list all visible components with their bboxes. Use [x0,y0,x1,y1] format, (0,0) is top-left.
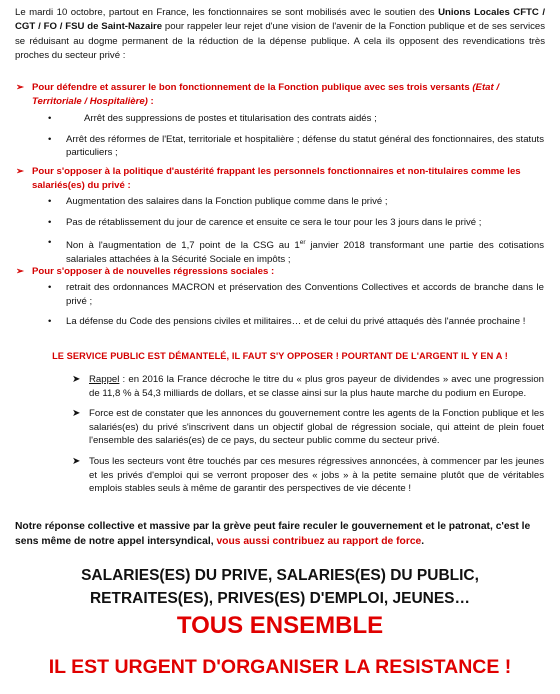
section-heading-3 [16,265,544,279]
list-item [66,133,544,160]
slogan-line: LE SERVICE PUBLIC EST DÉMANTELÉ, IL FAUT S'Y OPPOSER ! POURTANT DE L'ARGENT IL Y EN A ! [52,351,508,361]
banner-line-2: RETRAITES(ES), PRIVES(ES) D'EMPLOI, JEUNES… [89,590,471,607]
list-item-text: Arrêt des suppressions de postes et titularisation des contrats aidés ; [84,113,377,124]
list-item [66,216,544,230]
section1-title-end: : [147,95,154,107]
section1-list [66,112,544,167]
banner-call-to-action: IL EST URGENT D'ORGANISER LA RESISTANCE ! [48,656,512,678]
rappel-text: : en 2016 la France décroche le titre du « plus gros payeur de dividendes » avec une progression de 11,8 % à 54,3 milliards de dollars, et se classe ainsi sur la plus haute marche du podium en Europe. [89,374,544,399]
section3-list [66,281,544,336]
list-item [72,455,544,496]
list-item [66,281,544,308]
list-item-text: La défense du Code des pensions civiles et militaires… et de celui du privé attaqués dès l'année prochaine ! [66,316,526,328]
list-item-text: Tous les secteurs vont être touchés par ces mesures régressives annoncées, à commencer par les jeunes et les privés d'emploi qui se verront proposer des « jobs » à la petite semaine plutôt que de véritables emplois stables seuls à même de garantir des perspectives de vie décente ! [89,455,544,495]
arrow-right-icon: ➤ [72,455,81,467]
superscript: er [299,239,306,247]
arrow-right-icon: ➢ [16,166,25,177]
section1-title-italic: (Etat / Territoriale / Hospitalière) [32,82,500,107]
section-heading-2 [16,165,544,192]
banner-headline: TOUS ENSEMBLE [176,612,384,639]
rappel-label: Rappel [89,374,120,385]
arrow-right-icon: ➢ [16,266,25,277]
section1-title: Pour défendre et assurer le bon fonctionnement de la Fonction publique avec ses trois versants [32,82,473,93]
section3-title: Pour s'opposer à de nouvelles régressions sociales : [32,266,275,277]
section2-title: Pour s'opposer à la politique d'austérité frappant les personnels fonctionnaires et non-titulaires comme les salariés(es) du privé : [32,166,521,191]
list-item [66,195,544,209]
list-item-text: janvier 2018 transformant une partie des cotisations salariales attachées à la Sécurité Sociale en impôts ; [66,240,545,265]
list-item [66,236,544,266]
list-item-text: retrait des ordonnances MACRON et préservation des Conventions Collectives et accords de branche dans le privé ; [66,282,544,307]
list-item [66,315,544,329]
section-heading-1 [16,81,544,108]
arrow-right-icon: ➤ [72,408,81,420]
list-item-text: Augmentation des salaires dans la Fonction publique comme dans le privé ; [66,196,388,207]
intro-paragraph [15,6,545,64]
arrow-right-icon: ➢ [16,82,25,93]
list-item-text: Force est de constater que les annonces du gouvernement contre les agents de la Fonction publique et les salariés(es) du privé s'inscrivent dans un objectif global de régression sociale, qui atteint de plein fouet l'ensemble des salariés(es) de ce pays, du secteur public comme du secteur privé. [89,408,544,447]
list-item-text: Non à l'augmentation de 1,7 point de la CSG au 1 [66,240,300,252]
list-item [66,112,544,126]
conclusion-end: . [421,536,425,547]
list-item [72,407,544,448]
intro-text-end: pour rappeler leur rejet d'une vision de l'avenir de la Fonction publique et de ses services se réduisant au dogme permanent de la réduction de la dépense publique. A cela ils opposent des revendications très proches du secteur privé : [15,21,546,62]
intro-text-start: Le mardi 10 octobre, partout en France, les fonctionnaires se sont mobilisés avec le soutien des [15,7,439,18]
list-item-text: Pas de rétablissement du jour de carence et ensuite ce sera le tour pour les 3 jours dans le privé ; [66,216,482,228]
conclusion-paragraph [15,519,547,549]
arguments-list [72,373,544,503]
conclusion-highlight: vous aussi contribuez au rapport de force [216,536,422,547]
arrow-right-icon: ➤ [72,374,81,385]
section2-list [66,195,544,274]
unions-names: Unions Locales CFTC / CGT / FO / FSU de Saint-Nazaire [15,7,545,33]
list-item-text: Arrêt des réformes de l'Etat, territoriale et hospitalière ; défense du statut général des fonctionnaires, des statuts particuliers ; [66,133,544,159]
banner-line-1: SALARIES(ES) DU PRIVE, SALARIES(ES) DU PUBLIC, [81,567,479,584]
conclusion-text: Notre réponse collective et massive par la grève peut faire reculer le gouvernement et le patronat, c'est le sens même de notre appel intersyndical, [15,521,531,547]
list-item [72,373,544,400]
